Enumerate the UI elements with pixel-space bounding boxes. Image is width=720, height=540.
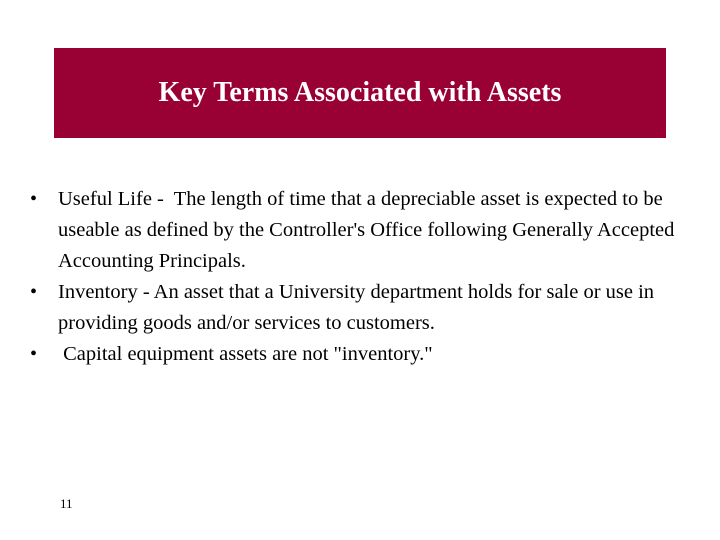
bullet-list bbox=[30, 184, 702, 370]
bullet-icon: • bbox=[30, 188, 38, 210]
bullet-text: Capital equipment assets are not "inventory." bbox=[58, 343, 433, 365]
bullet-text: Useful Life - The length of time that a depreciable asset is expected to be useable as defined by the Controller's Office following Generally Accepted Accounting Principals. bbox=[58, 188, 679, 272]
bullet-icon: • bbox=[30, 281, 38, 303]
slide-title: Key Terms Associated with Assets bbox=[158, 77, 562, 108]
bullet-item-useful-life bbox=[30, 184, 702, 277]
bullet-item-capital-equipment bbox=[30, 339, 702, 370]
bullet-icon: • bbox=[30, 343, 38, 365]
page-number: 11 bbox=[60, 496, 73, 511]
bullet-text: Inventory - An asset that a University department holds for sale or use in providing goods and/or services to customers. bbox=[58, 281, 660, 334]
title-banner bbox=[54, 48, 666, 138]
bullet-item-inventory bbox=[30, 277, 702, 339]
